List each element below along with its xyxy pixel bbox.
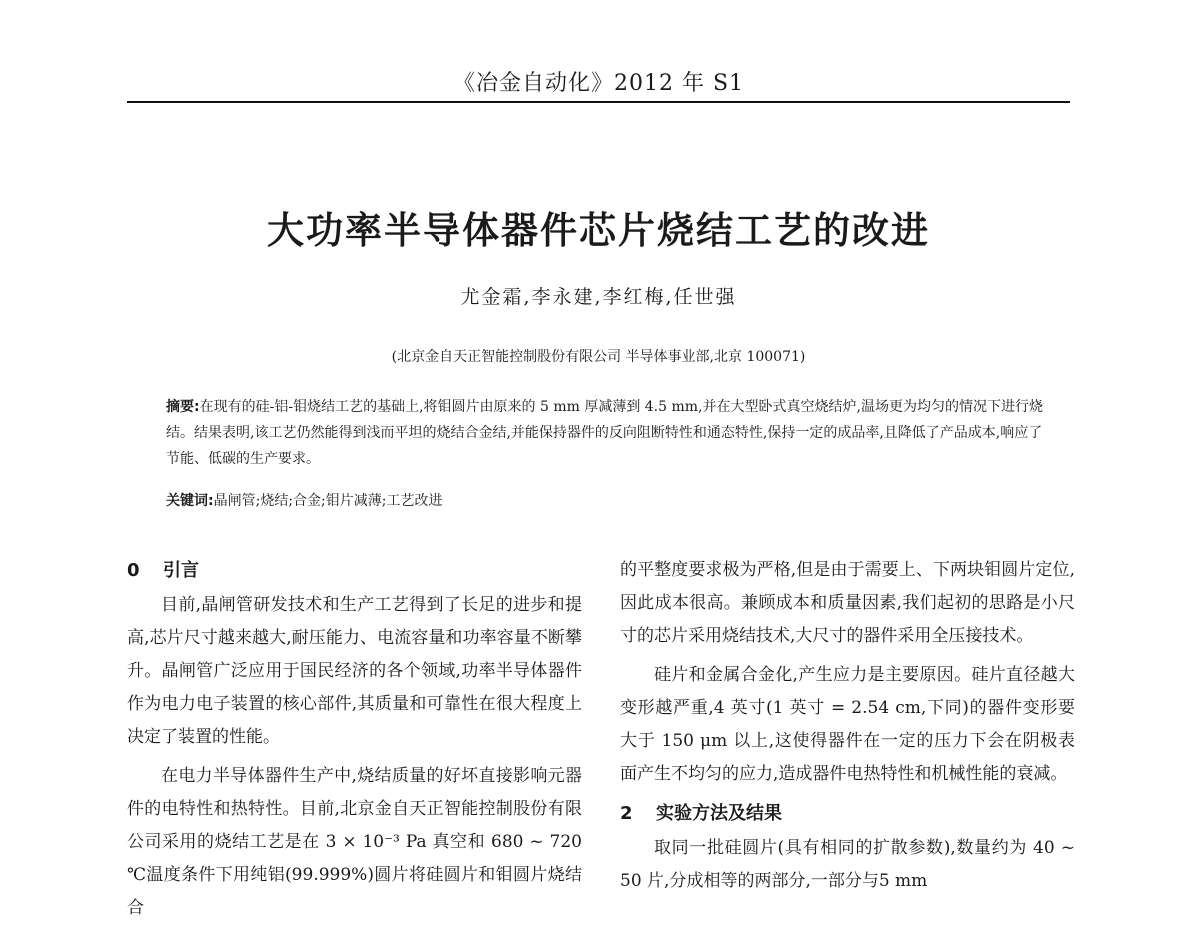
body-paragraph: 目前,晶闸管研发技术和生产工艺得到了长足的进步和提高,芯片尺寸越来越大,耐压能力、电流容量和功率容量不断攀升。晶闸管广泛应用于国民经济的各个领域,功率半导体器件作为电力电子装置的核心部件,其质量和可靠性在很大程度上决定了装置的性能。	[127, 595, 582, 747]
keywords-text: 晶闸管;烧结;合金;钼片减薄;工艺改进	[213, 493, 443, 509]
section-number: 2	[620, 803, 633, 824]
paper-title: 大功率半导体器件芯片烧结工艺的改进	[267, 209, 930, 252]
abstract-text: 在现有的硅-铝-钼烧结工艺的基础上,将钼圆片由原来的 5 mm 厚减薄到 4.5 mm,并在大型卧式真空烧结炉,温场更为均匀的情况下进行烧结。结果表明,该工艺仍然能得到浅而平坦的烧结合金结,并能保持器件的反向阻断特性和通态特性,保持一定的成品率,且降低了产品成本,响应了节能、低碳的生产要求。	[166, 399, 1043, 467]
section-heading-methods	[620, 797, 1075, 830]
section-title: 实验方法及结果	[656, 803, 782, 824]
header-rule	[127, 101, 1070, 103]
keywords	[166, 488, 1046, 514]
paper-affiliation: (北京金自天正智能控制股份有限公司 半导体事业部,北京 100071)	[391, 349, 806, 365]
abstract	[166, 394, 1046, 472]
journal-running-head: 《冶金自动化》2012 年 S1	[452, 71, 745, 96]
body-paragraph: 硅片和金属合金化,产生应力是主要原因。硅片直径越大变形越严重,4 英寸(1 英寸 = 2.54 cm,下同)的器件变形要大于 150 μm 以上,这使得器件在一定的压力下会在阴极表面产生不均匀的应力,造成器件电热特性和机械性能的衰减。	[620, 665, 1075, 784]
keywords-label: 关键词:	[166, 493, 214, 509]
body-paragraph: 取同一批硅圆片(具有相同的扩散参数),数量约为 40 ~ 50 片,分成相等的两部分,一部分与5 mm	[620, 838, 1075, 891]
section-number: 0	[127, 560, 140, 581]
right-column	[620, 554, 1075, 904]
body-paragraph: 在电力半导体器件生产中,烧结质量的好坏直接影响元器件的电特性和热特性。目前,北京金自天正智能控制股份有限公司采用的烧结工艺是在 3 × 10⁻³ Pa 真空和 680 ~ 720 ℃温度条件下用纯铝(99.999%)圆片将硅圆片和钼圆片烧结合	[127, 766, 582, 918]
abstract-label: 摘要:	[166, 399, 200, 415]
paper-authors: 尤金霜,李永建,李红梅,任世强	[460, 286, 737, 308]
body-paragraph-continued: 的平整度要求极为严格,但是由于需要上、下两块钼圆片定位,因此成本很高。兼顾成本和质量因素,我们起初的思路是小尺寸的芯片采用烧结技术,大尺寸的器件采用全压接技术。	[620, 560, 1075, 646]
section-heading-introduction	[127, 554, 582, 587]
section-title: 引言	[163, 560, 199, 581]
left-column	[127, 554, 582, 931]
